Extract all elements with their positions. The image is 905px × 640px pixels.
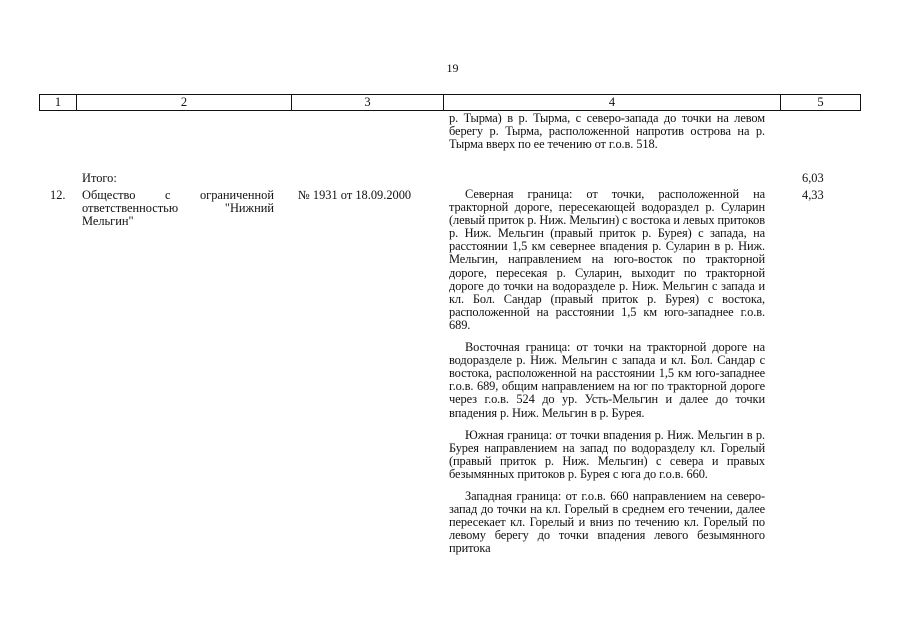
organization-name: Общество с ограниченной ответственностью "Нижний Мельгин" [82,188,274,229]
east-boundary-paragraph: Восточная граница: от точки на тракторной дороге на водоразделе р. Ниж. Мельгин с запада и кл. Бол. Сандар с востока, расположенной на расстоянии 1,5 км юго-западнее г.о.в. 689, общим направлением на юг по тракторной дороге через г.о.в. 524 до ур. Усть-Мельгин и далее до точки впадения р. Ниж. Мельгин в р. Бурея. [449,340,765,420]
column-header-3: 3 [292,95,444,110]
north-boundary-paragraph: Северная граница: от точки, расположенной на тракторной дороге, пересекающей водораздел р. Суларин (левый приток р. Ниж. Мельгин) с востока и левых притоков р. Ниж. Мельгин (правый приток р. Бурея) с запада, на расстоянии 1,5 км севернее впадения р. Суларин в р. Ниж. Мельгин, направлением на юго-восток по тракторной дороге, пересекая р. Суларин, выходит по тракторной дороге до точки на водоразделе р. Ниж. Мельгин с запада и кл. Бол. Сандар (правый приток р. Бурея) с востока, расположенной на расстоянии 1,5 км юго-западнее г.о.в. 689. [449,187,765,332]
column-header-4: 4 [444,95,781,110]
boundary-description [449,188,765,564]
area-value: 4,33 [802,188,824,202]
continuation-description [449,112,765,160]
license-number: № 1931 от 18.09.2000 [298,188,412,202]
continuation-text: р. Тырма) в р. Тырма, с северо-запада до точки на левом берегу р. Тырма, расположенной напротив острова на р. Тырма вверх по ее течению от г.о.в. 518. [449,111,765,152]
page-number: 19 [446,61,459,75]
column-header-2: 2 [77,95,292,110]
total-value: 6,03 [802,171,824,185]
total-label: Итого: [82,171,117,185]
row-number: 12. [50,188,66,202]
column-header-1: 1 [40,95,77,110]
south-boundary-paragraph: Южная граница: от точки впадения р. Ниж. Мельгин в р. Бурея направлением на запад по водоразделу кл. Горелый (правый приток р. Ниж. Мельгин) с севера и правых безымянных притоков р. Бурея с юга до г.о.в. 660. [449,427,765,481]
table-header-row [39,94,861,111]
west-boundary-paragraph: Западная граница: от г.о.в. 660 направлением на северо-запад до точки на кл. Горелый в среднем его течении, далее пересекает кл. Горелый и вниз по течению кл. Горелый по левому берегу до точки впадения левого безымянного притока [449,488,765,556]
column-header-5: 5 [817,95,824,109]
